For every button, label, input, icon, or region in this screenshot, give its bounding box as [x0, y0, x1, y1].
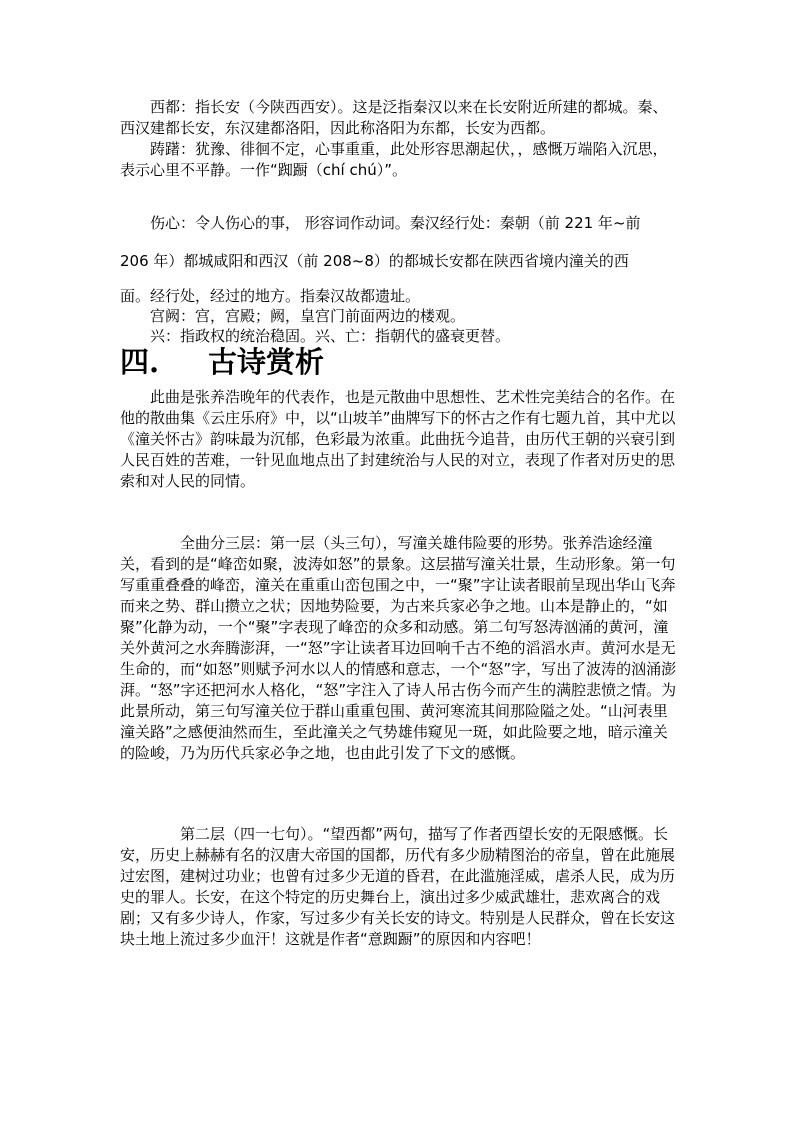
note-shangxin-line2: 206 年）都城咸阳和西汉（前 208~8）的都城长安都在陕西省境内潼关的西 — [120, 252, 629, 270]
note-xing: 兴：指政权的统治稳固。兴、亡：指朝代的盛衰更替。 — [150, 327, 511, 345]
note-xidu: 西都：指长安（今陕西西安）。这是泛指秦汉以来在长安附近所建的都城。秦、西汉建都长安，东汉建都洛阳，因此称洛阳为东都，长安为西都。 — [120, 98, 668, 137]
note-chouchu: 踌躇：犹豫、徘徊不定，心事重重，此处形容思潮起伏，，感慨万端陷入沉思，表示心里不平静。一作“踟蹰（chí chú）”。 — [120, 140, 668, 179]
paragraph-intro: 此曲是张养浩晚年的代表作，也是元散曲中思想性、艺术性完美结合的名作。在他的散曲集《云庄乐府》中，以“山坡羊”曲牌写下的怀古之作有七题九首，其中尤以《潼关怀古》韵味最为沉郁，色彩最为浓重。此曲抚今追昔，由历代王朝的兴衰引到人民百姓的苦难，一针见血地点出了封建统治与人民的对立，表现了作者对历史的思索和对人民的同情。 — [120, 388, 676, 490]
note-shangxin-line1: 伤心：令人伤心的事， 形容词作动词。秦汉经行处：秦朝（前 221 年~前 — [150, 214, 641, 232]
section-number: 四. — [120, 345, 160, 379]
paragraph-layer2: 第二层（四一七句）。“望西都”两句，描写了作者西望长安的无限感慨。长安，历史上赫赫有名的汉唐大帝国的国都，历代有多少励精图治的帝皇，曾在此施展过宏图，建树过功业；也曾有过多少无道的昏君，在此滥施淫威，虐杀人民，成为历史的罪人。长安，在这个特定的历史舞台上，演出过多少威武雄壮，悲欢离合的戏剧；又有多少诗人，作家，写过多少有关长安的诗文。特别是人民群众，曾在长安这块土地上流过多少血汗！这就是作者“意踟蹰”的原因和内容吧！ — [120, 825, 676, 948]
section-title: 古诗赏析 — [208, 345, 325, 379]
note-shangxin-line3: 面。经行处，经过的地方。指秦汉故都遗址。 — [120, 287, 421, 305]
paragraph-layer1: 全曲分三层：第一层（头三句），写潼关雄伟险要的形势。张养浩途经潼关，看到的是“峰峦如聚，波涛如怒”的景象。这层描写潼关壮景，生动形象。第一句写重重叠叠的峰峦，潼关在重重山峦包围之中，一“聚”字让读者眼前呈现出华山飞奔而来之势、群山攒立之状；因地势险要，为古来兵家必争之地。山本是静止的，“如聚”化静为动，一个“聚”字表现了峰峦的众多和动感。第二句写怒涛汹涌的黄河，潼关外黄河之水奔腾澎湃，一“怒”字让读者耳边回响千古不绝的滔滔水声。黄河水是无生命的，而“如怒”则赋予河水以人的情感和意志，一个“怒”字，写出了波涛的汹涌澎湃。“怒”字还把河水人格化，“怒”字注入了诗人吊古伤今而产生的满腔悲愤之情。为此景所动，第三句写潼关位于群山重重包围、黄河寒流其间那险隘之处。“山河表里潼关路”之感便油然而生，至此潼关之气势雄伟窥见一斑，如此险要之地，暗示潼关的险峻，乃为历代兵家必争之地，也由此引发了下文的感慨。 — [120, 534, 677, 762]
section-heading — [120, 345, 324, 379]
note-gongque: 宫阙：宫，宫殿；阙，皇宫门前面两边的楼观。 — [150, 307, 466, 325]
